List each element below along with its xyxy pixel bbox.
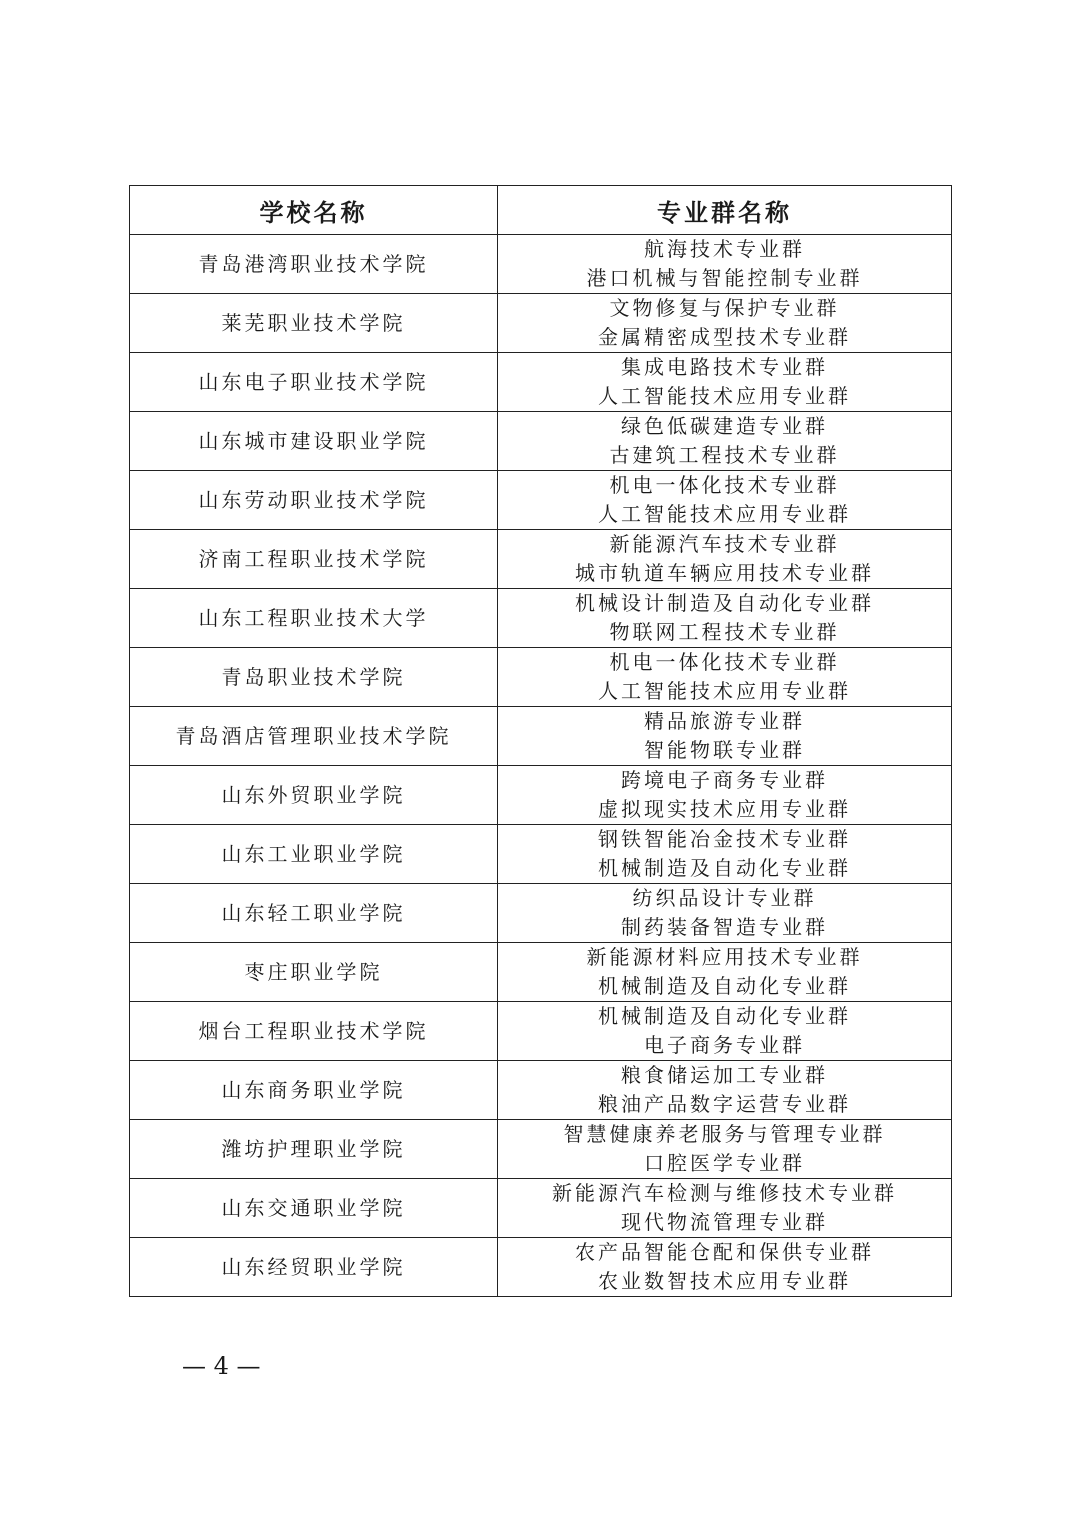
school-cluster-table: [129, 185, 952, 1297]
cluster-name-cell: [498, 1179, 952, 1238]
table-row: [130, 1120, 952, 1179]
school-name-cell: 山东城市建设职业学院: [130, 412, 498, 471]
cluster-name: 机械制造及自动化专业群: [598, 856, 851, 880]
cluster-name: 虚拟现实技术应用专业群: [598, 797, 851, 821]
cluster-name-cell: [498, 235, 952, 294]
header-school-name: 学校名称: [130, 186, 498, 235]
cluster-name-cell: [498, 530, 952, 589]
cluster-name: 古建筑工程技术专业群: [609, 443, 840, 467]
cluster-name: 精品旅游专业群: [644, 709, 805, 733]
cluster-name: 新能源汽车技术专业群: [609, 532, 840, 556]
cluster-name: 人工智能技术应用专业群: [598, 384, 851, 408]
cluster-name-cell: [498, 1002, 952, 1061]
school-name-cell: 山东交通职业学院: [130, 1179, 498, 1238]
school-name-cell: 山东经贸职业学院: [130, 1238, 498, 1297]
header-cluster-name: 专业群名称: [498, 186, 952, 235]
cluster-name: 金属精密成型技术专业群: [598, 325, 851, 349]
cluster-name-cell: [498, 1061, 952, 1120]
cluster-name: 集成电路技术专业群: [621, 355, 828, 379]
cluster-name: 人工智能技术应用专业群: [598, 679, 851, 703]
cluster-name: 农业数智技术应用专业群: [598, 1269, 851, 1293]
table-row: [130, 235, 952, 294]
school-name-cell: 济南工程职业技术学院: [130, 530, 498, 589]
table-header-row: [130, 186, 952, 235]
table-row: [130, 707, 952, 766]
table-row: [130, 1002, 952, 1061]
table-row: [130, 943, 952, 1002]
cluster-name: 钢铁智能冶金技术专业群: [598, 827, 851, 851]
table-row: [130, 589, 952, 648]
school-name-cell: 山东工程职业技术大学: [130, 589, 498, 648]
cluster-name: 机械设计制造及自动化专业群: [575, 591, 874, 615]
cluster-name-cell: [498, 412, 952, 471]
school-name-cell: 莱芜职业技术学院: [130, 294, 498, 353]
cluster-name-cell: [498, 943, 952, 1002]
cluster-name: 新能源材料应用技术专业群: [586, 945, 863, 969]
cluster-name-cell: [498, 884, 952, 943]
cluster-name-cell: [498, 766, 952, 825]
cluster-name: 粮食储运加工专业群: [621, 1063, 828, 1087]
cluster-name: 粮油产品数字运营专业群: [598, 1092, 851, 1116]
school-name-cell: 烟台工程职业技术学院: [130, 1002, 498, 1061]
cluster-name: 港口机械与智能控制专业群: [586, 266, 863, 290]
school-name-cell: 山东电子职业技术学院: [130, 353, 498, 412]
cluster-name: 制药装备智造专业群: [621, 915, 828, 939]
cluster-name: 现代物流管理专业群: [621, 1210, 828, 1234]
school-name-cell: 青岛职业技术学院: [130, 648, 498, 707]
cluster-name: 城市轨道车辆应用技术专业群: [575, 561, 874, 585]
cluster-name: 航海技术专业群: [644, 237, 805, 261]
cluster-name-cell: [498, 1120, 952, 1179]
school-name-cell: 潍坊护理职业学院: [130, 1120, 498, 1179]
cluster-name: 智慧健康养老服务与管理专业群: [563, 1122, 886, 1146]
school-name-cell: 山东外贸职业学院: [130, 766, 498, 825]
table-row: [130, 1238, 952, 1297]
cluster-name: 绿色低碳建造专业群: [621, 414, 828, 438]
cluster-name-cell: [498, 825, 952, 884]
table-row: [130, 825, 952, 884]
cluster-name-cell: [498, 707, 952, 766]
table-row: [130, 648, 952, 707]
cluster-name: 物联网工程技术专业群: [609, 620, 840, 644]
cluster-name: 智能物联专业群: [644, 738, 805, 762]
page-number: — 4 —: [182, 1352, 261, 1380]
cluster-name: 跨境电子商务专业群: [621, 768, 828, 792]
school-name-cell: 山东轻工职业学院: [130, 884, 498, 943]
cluster-name-cell: [498, 589, 952, 648]
school-name-cell: 山东商务职业学院: [130, 1061, 498, 1120]
cluster-name: 电子商务专业群: [644, 1033, 805, 1057]
cluster-name: 机电一体化技术专业群: [609, 473, 840, 497]
table-row: [130, 471, 952, 530]
table-row: [130, 294, 952, 353]
table-row: [130, 884, 952, 943]
table-body: [130, 235, 952, 1297]
table-row: [130, 1179, 952, 1238]
cluster-name: 人工智能技术应用专业群: [598, 502, 851, 526]
cluster-name: 口腔医学专业群: [644, 1151, 805, 1175]
cluster-name: 纺织品设计专业群: [632, 886, 817, 910]
cluster-name: 机电一体化技术专业群: [609, 650, 840, 674]
school-name-cell: 山东工业职业学院: [130, 825, 498, 884]
table-row: [130, 530, 952, 589]
school-name-cell: 枣庄职业学院: [130, 943, 498, 1002]
cluster-name: 农产品智能仓配和保供专业群: [575, 1240, 874, 1264]
school-name-cell: 山东劳动职业技术学院: [130, 471, 498, 530]
table-row: [130, 766, 952, 825]
cluster-name-cell: [498, 471, 952, 530]
cluster-name: 新能源汽车检测与维修技术专业群: [552, 1181, 897, 1205]
school-name-cell: 青岛港湾职业技术学院: [130, 235, 498, 294]
cluster-name-cell: [498, 1238, 952, 1297]
cluster-name: 文物修复与保护专业群: [609, 296, 840, 320]
school-name-cell: 青岛酒店管理职业技术学院: [130, 707, 498, 766]
table-row: [130, 1061, 952, 1120]
cluster-name: 机械制造及自动化专业群: [598, 974, 851, 998]
cluster-name-cell: [498, 294, 952, 353]
table-row: [130, 353, 952, 412]
cluster-name-cell: [498, 353, 952, 412]
cluster-name: 机械制造及自动化专业群: [598, 1004, 851, 1028]
cluster-name-cell: [498, 648, 952, 707]
table-row: [130, 412, 952, 471]
